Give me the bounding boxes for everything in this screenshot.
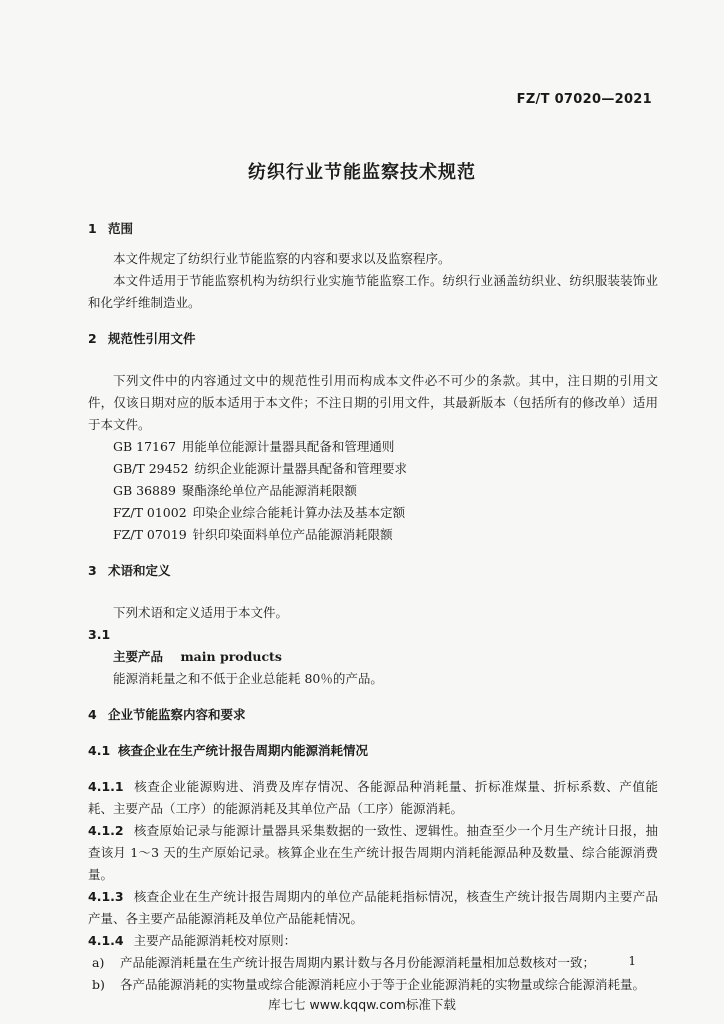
reference-title: 针织印染面料单位产品能源消耗限额: [192, 527, 393, 542]
list-text: 产品能源消耗量在生产统计报告周期内累计数与各月份能源消耗量相加总数核对一致；: [120, 955, 596, 970]
reference-code: GB/T 29452: [113, 461, 189, 476]
list-marker: a): [92, 955, 105, 970]
term-heading: [88, 646, 658, 668]
reference-title: 印染企业综合能耗计算办法及基本定额: [192, 505, 406, 520]
clause-number: 4.1.2: [88, 823, 124, 838]
reference-item: [88, 436, 658, 458]
section-title: 规范性引用文件: [108, 331, 196, 346]
paragraph: 下列术语和定义适用于本文件。: [113, 605, 289, 620]
clause-4-1-4: [88, 930, 658, 952]
section-number: 4: [88, 707, 97, 722]
reference-code: FZ/T 07019: [113, 527, 187, 542]
reference-item: [88, 480, 658, 502]
clause-number: 4.1.4: [88, 933, 124, 948]
clause-text: 主要产品能源消耗校对原则：: [133, 933, 297, 948]
reference-code: FZ/T 01002: [113, 505, 187, 520]
standard-number: FZ/T 07020—2021: [516, 92, 652, 107]
section-2-heading: [88, 328, 658, 350]
clause-4-1-2: [88, 820, 658, 886]
section-title: 术语和定义: [108, 563, 171, 578]
reference-code: GB 17167: [113, 439, 176, 454]
clause-number: 4.1.1: [88, 779, 124, 794]
reference-title: 纺织企业能源计量器具配备和管理要求: [194, 461, 407, 476]
section-4-heading: [88, 704, 658, 726]
page-number: 1: [628, 954, 636, 968]
clause-text: 核查企业在生产统计报告周期内的单位产品能耗指标情况，核查生产统计报告周期内主要产品产量、各主要产品能源消耗及单位产品能耗情况。: [88, 889, 658, 926]
document-body: [88, 218, 658, 996]
clause-text: 核查企业能源购进、消费及库存情况、各能源品种消耗量、折标准煤量、折标系数、产值能耗、主要产品（工序）的能源消耗及其单位产品（工序）能源消耗。: [88, 779, 658, 816]
paragraph: 本文件适用于节能监察机构为纺织行业实施节能监察工作。纺织行业涵盖纺织业、纺织服装装饰业和化学纤维制造业。: [88, 273, 658, 310]
section-number: 2: [88, 331, 97, 346]
clause-text: 核查原始记录与能源计量器具采集数据的一致性、逻辑性。抽查至少一个月生产统计日报，抽查该月 1～3 天的生产原始记录。核算企业在生产统计报告周期内消耗能源品种及数量、综合能源消费量。: [88, 823, 658, 882]
list-item: [88, 952, 658, 974]
clause-number: 4.1.3: [88, 889, 124, 904]
reference-title: 用能单位能源计量器具配备和管理通则: [181, 439, 395, 454]
list-item: [88, 974, 658, 996]
section-title: 范围: [108, 221, 134, 236]
reference-item: [88, 458, 658, 480]
term-chinese: 主要产品: [113, 649, 164, 664]
reference-item: [88, 524, 658, 546]
term-definition: 能源消耗量之和不低于企业总能耗 80％的产品。: [113, 671, 383, 686]
list-text: 各产品能源消耗的实物量或综合能源消耗应小于等于企业能源消耗的实物量或综合能源消耗量。: [120, 977, 646, 992]
section-number: 3: [88, 563, 97, 578]
section-title: 企业节能监察内容和要求: [108, 707, 246, 722]
footer-watermark: 库七七 www.kqqw.com标准下载: [268, 997, 456, 1012]
section-3-heading: [88, 560, 658, 582]
reference-item: [88, 502, 658, 524]
subsection-4-1-heading: [88, 740, 658, 762]
reference-code: GB 36889: [113, 483, 176, 498]
list-marker: b): [92, 977, 105, 992]
subsection-number: 4.1: [88, 743, 111, 758]
clause-4-1-3: [88, 886, 658, 930]
section-number: 1: [88, 221, 97, 236]
document-title: 纺织行业节能监察技术规范: [248, 162, 476, 183]
paragraph: 本文件规定了纺织行业节能监察的内容和要求以及监察程序。: [113, 251, 451, 266]
term-english: main products: [180, 649, 282, 664]
term-number: 3.1: [88, 627, 111, 642]
reference-title: 聚酯涤纶单位产品能源消耗限额: [181, 483, 357, 498]
paragraph: 下列文件中的内容通过文中的规范性引用而构成本文件必不可少的条款。其中，注日期的引用文件，仅该日期对应的版本适用于本文件；不注日期的引用文件，其最新版本（包括所有的修改单）适用于本文件。: [88, 373, 658, 432]
clause-4-1-1: [88, 776, 658, 820]
section-1-heading: [88, 218, 658, 240]
subsection-title: 核查企业在生产统计报告周期内能源消耗情况: [118, 743, 369, 758]
